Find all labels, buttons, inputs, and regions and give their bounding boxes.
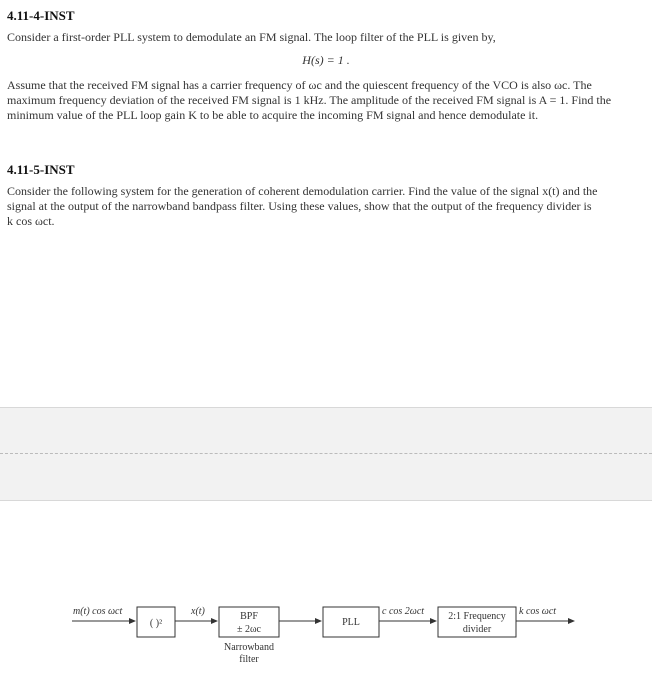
- divider-label-1: 2:1 Frequency: [448, 611, 506, 622]
- dashed-divider: [0, 453, 652, 454]
- pll-label: PLL: [342, 617, 360, 628]
- output-signal-label: k cos ωct: [519, 606, 557, 617]
- squarer-label: ( )²: [149, 618, 163, 629]
- input-signal-label: m(t) cos ωct: [73, 606, 123, 617]
- bpf-label: BPF: [240, 611, 258, 622]
- problem-1-line-2: maximum frequency deviation of the received FM signal is 1 kHz. The amplitude of the received FM signal is A = 1. Find the: [7, 93, 612, 107]
- divider-label-2: divider: [462, 624, 492, 635]
- bpf-caption-2: filter: [239, 654, 259, 665]
- problem-1-line-1: Assume that the received FM signal has a carrier frequency of ωc and the quiescent frequency of the VCO is also ωc. The: [7, 78, 592, 92]
- problem-1-intro: Consider a first-order PLL system to demodulate an FM signal. The loop filter of the PLL is given by,: [7, 30, 496, 44]
- x-signal-label: x(t): [191, 606, 205, 617]
- problem-1-line-3: minimum value of the PLL loop gain K to be able to acquire the incoming FM signal and hence demodulate it.: [7, 108, 539, 122]
- problem-2-line-3: k cos ωct.: [7, 214, 55, 228]
- pll-output-label: c cos 2ωct: [382, 606, 425, 617]
- bpf-band-label: ± 2ωc: [236, 624, 262, 635]
- problem-title-2: 4.11-5-INST: [7, 162, 75, 177]
- separator-band: [0, 407, 652, 501]
- block-diagram: [0, 590, 652, 674]
- problem-2-line-1: Consider the following system for the generation of coherent demodulation carrier. Find the value of the signal x(t) and the: [7, 184, 598, 198]
- loop-filter-equation: H(s) = 1 .: [302, 53, 350, 67]
- bpf-caption-1: Narrowband: [224, 642, 274, 653]
- problem-title-1: 4.11-4-INST: [7, 8, 75, 23]
- problem-2-line-2: signal at the output of the narrowband bandpass filter. Using these values, show that the output of the frequency divider is: [7, 199, 592, 213]
